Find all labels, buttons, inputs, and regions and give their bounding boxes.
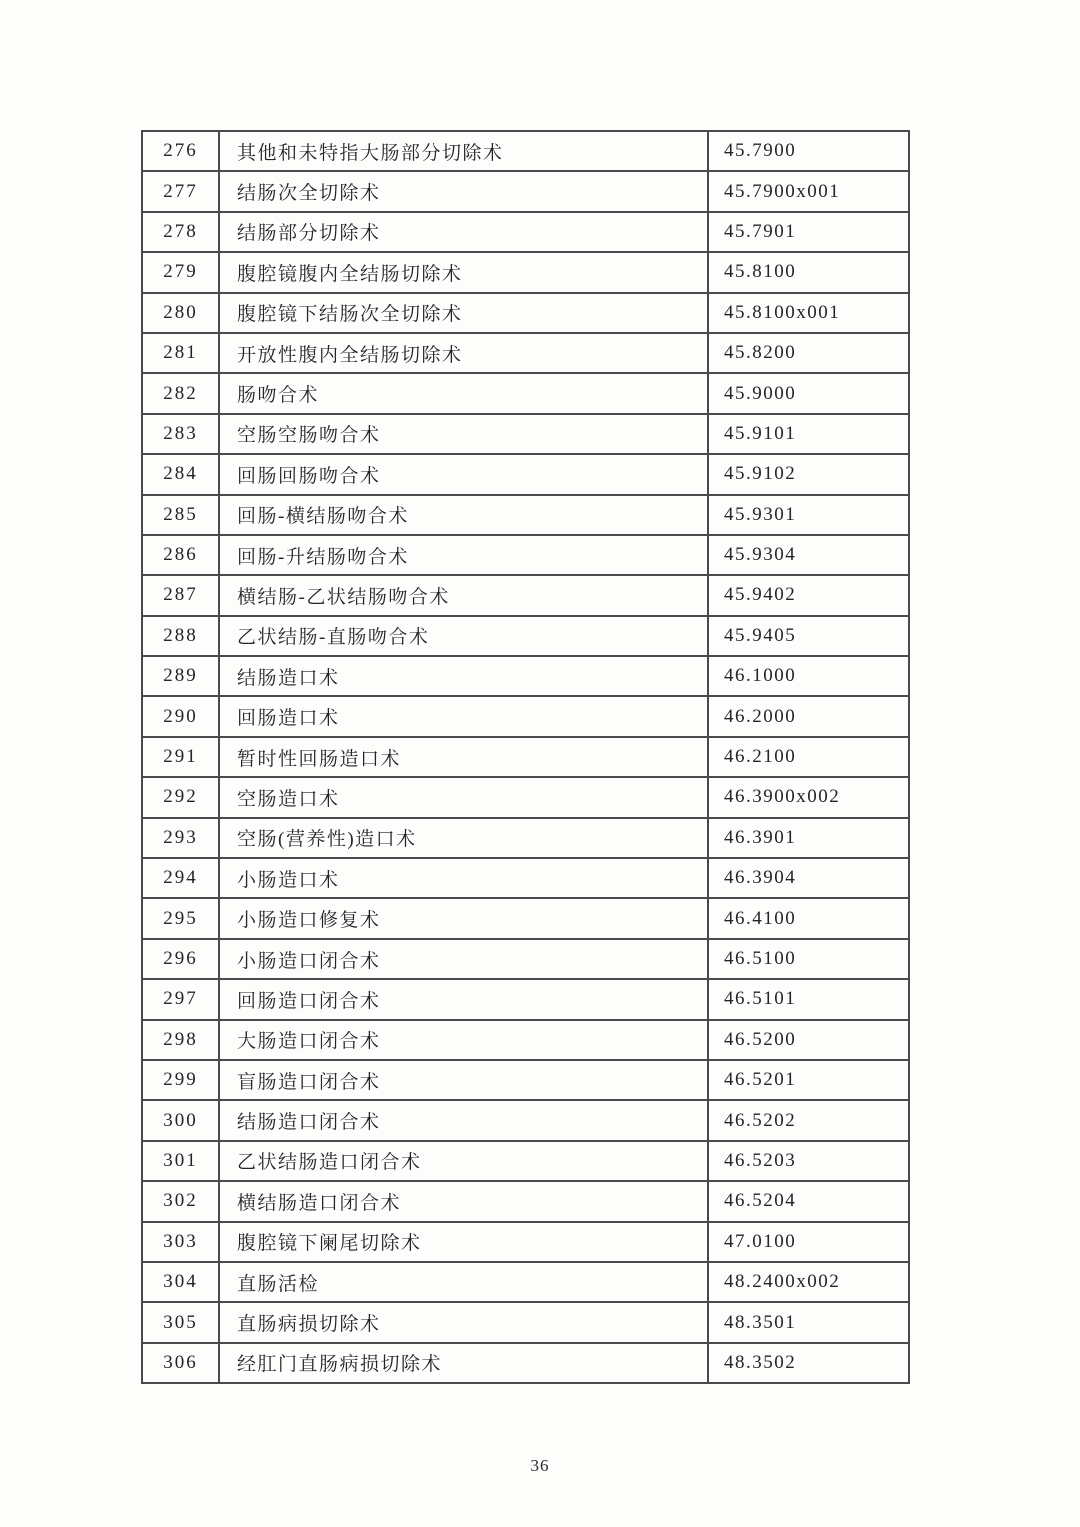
icd-code-cell: 45.7900 [708, 131, 909, 171]
procedure-name-cell: 开放性腹内全结肠切除术 [219, 333, 708, 373]
row-number-cell: 305 [142, 1302, 219, 1342]
row-number-cell: 293 [142, 818, 219, 858]
icd-code-cell: 45.8200 [708, 333, 909, 373]
procedure-table-body [142, 131, 909, 1383]
procedure-name-cell: 小肠造口修复术 [219, 898, 708, 938]
procedure-name-cell: 其他和未特指大肠部分切除术 [219, 131, 708, 171]
icd-code-cell: 46.5100 [708, 939, 909, 979]
procedure-name-cell: 结肠次全切除术 [219, 171, 708, 211]
table-row [142, 979, 909, 1019]
icd-code-cell: 46.3900x002 [708, 777, 909, 817]
icd-code-cell: 45.9405 [708, 616, 909, 656]
row-number-cell: 284 [142, 454, 219, 494]
procedure-name-cell: 经肛门直肠病损切除术 [219, 1343, 708, 1383]
row-number-cell: 297 [142, 979, 219, 1019]
row-number-cell: 287 [142, 575, 219, 615]
table-row [142, 818, 909, 858]
row-number-cell: 302 [142, 1181, 219, 1221]
row-number-cell: 288 [142, 616, 219, 656]
procedure-name-cell: 空肠造口术 [219, 777, 708, 817]
row-number-cell: 285 [142, 495, 219, 535]
icd-code-cell: 46.5200 [708, 1020, 909, 1060]
table-row [142, 333, 909, 373]
icd-code-cell: 46.5202 [708, 1100, 909, 1140]
table-row [142, 535, 909, 575]
procedure-name-cell: 直肠病损切除术 [219, 1302, 708, 1342]
procedure-name-cell: 小肠造口闭合术 [219, 939, 708, 979]
procedure-name-cell: 回肠-升结肠吻合术 [219, 535, 708, 575]
row-number-cell: 276 [142, 131, 219, 171]
row-number-cell: 300 [142, 1100, 219, 1140]
row-number-cell: 303 [142, 1222, 219, 1262]
table-row [142, 454, 909, 494]
row-number-cell: 280 [142, 293, 219, 333]
icd-code-cell: 45.8100x001 [708, 293, 909, 333]
table-row [142, 737, 909, 777]
procedure-name-cell: 乙状结肠造口闭合术 [219, 1141, 708, 1181]
row-number-cell: 279 [142, 252, 219, 292]
table-row [142, 1060, 909, 1100]
icd-code-cell: 46.5201 [708, 1060, 909, 1100]
table-row [142, 171, 909, 211]
procedure-code-table [141, 130, 910, 1384]
icd-code-cell: 46.5204 [708, 1181, 909, 1221]
table-row [142, 1222, 909, 1262]
table-row [142, 898, 909, 938]
row-number-cell: 298 [142, 1020, 219, 1060]
procedure-name-cell: 肠吻合术 [219, 373, 708, 413]
procedure-name-cell: 回肠-横结肠吻合术 [219, 495, 708, 535]
icd-code-cell: 45.7901 [708, 212, 909, 252]
procedure-name-cell: 腹腔镜下阑尾切除术 [219, 1222, 708, 1262]
table-row [142, 616, 909, 656]
icd-code-cell: 45.8100 [708, 252, 909, 292]
procedure-name-cell: 空肠空肠吻合术 [219, 414, 708, 454]
table-row [142, 252, 909, 292]
table-row [142, 373, 909, 413]
table-row [142, 212, 909, 252]
table-row [142, 696, 909, 736]
procedure-name-cell: 空肠(营养性)造口术 [219, 818, 708, 858]
table-row [142, 1181, 909, 1221]
procedure-name-cell: 横结肠-乙状结肠吻合术 [219, 575, 708, 615]
row-number-cell: 281 [142, 333, 219, 373]
table-row [142, 293, 909, 333]
row-number-cell: 301 [142, 1141, 219, 1181]
table-row [142, 777, 909, 817]
icd-code-cell: 46.1000 [708, 656, 909, 696]
icd-code-cell: 46.4100 [708, 898, 909, 938]
table-row [142, 131, 909, 171]
icd-code-cell: 45.9101 [708, 414, 909, 454]
row-number-cell: 282 [142, 373, 219, 413]
table-row [142, 575, 909, 615]
table-row [142, 656, 909, 696]
row-number-cell: 289 [142, 656, 219, 696]
procedure-name-cell: 大肠造口闭合术 [219, 1020, 708, 1060]
procedure-name-cell: 结肠造口术 [219, 656, 708, 696]
procedure-name-cell: 腹腔镜腹内全结肠切除术 [219, 252, 708, 292]
icd-code-cell: 45.7900x001 [708, 171, 909, 211]
icd-code-cell: 45.9402 [708, 575, 909, 615]
procedure-name-cell: 回肠回肠吻合术 [219, 454, 708, 494]
row-number-cell: 277 [142, 171, 219, 211]
icd-code-cell: 45.9102 [708, 454, 909, 494]
table-row [142, 1100, 909, 1140]
row-number-cell: 304 [142, 1262, 219, 1302]
row-number-cell: 290 [142, 696, 219, 736]
procedure-name-cell: 直肠活检 [219, 1262, 708, 1302]
row-number-cell: 292 [142, 777, 219, 817]
table-row [142, 1020, 909, 1060]
procedure-name-cell: 回肠造口术 [219, 696, 708, 736]
row-number-cell: 283 [142, 414, 219, 454]
table-row [142, 858, 909, 898]
icd-code-cell: 45.9304 [708, 535, 909, 575]
table-row [142, 1262, 909, 1302]
row-number-cell: 295 [142, 898, 219, 938]
table-row [142, 1302, 909, 1342]
table-row [142, 495, 909, 535]
row-number-cell: 286 [142, 535, 219, 575]
table-row [142, 1343, 909, 1383]
icd-code-cell: 46.3901 [708, 818, 909, 858]
procedure-name-cell: 乙状结肠-直肠吻合术 [219, 616, 708, 656]
icd-code-cell: 46.5203 [708, 1141, 909, 1181]
row-number-cell: 296 [142, 939, 219, 979]
icd-code-cell: 48.3501 [708, 1302, 909, 1342]
icd-code-cell: 45.9000 [708, 373, 909, 413]
icd-code-cell: 46.5101 [708, 979, 909, 1019]
row-number-cell: 278 [142, 212, 219, 252]
procedure-name-cell: 盲肠造口闭合术 [219, 1060, 708, 1100]
icd-code-cell: 46.2100 [708, 737, 909, 777]
page-number: 36 [530, 1456, 550, 1475]
procedure-name-cell: 横结肠造口闭合术 [219, 1181, 708, 1221]
row-number-cell: 299 [142, 1060, 219, 1100]
procedure-name-cell: 小肠造口术 [219, 858, 708, 898]
procedure-name-cell: 结肠造口闭合术 [219, 1100, 708, 1140]
icd-code-cell: 47.0100 [708, 1222, 909, 1262]
icd-code-cell: 45.9301 [708, 495, 909, 535]
row-number-cell: 306 [142, 1343, 219, 1383]
table-row [142, 414, 909, 454]
icd-code-cell: 48.3502 [708, 1343, 909, 1383]
procedure-name-cell: 回肠造口闭合术 [219, 979, 708, 1019]
icd-code-cell: 48.2400x002 [708, 1262, 909, 1302]
procedure-name-cell: 结肠部分切除术 [219, 212, 708, 252]
row-number-cell: 291 [142, 737, 219, 777]
procedure-name-cell: 腹腔镜下结肠次全切除术 [219, 293, 708, 333]
table-row [142, 939, 909, 979]
icd-code-cell: 46.3904 [708, 858, 909, 898]
icd-code-cell: 46.2000 [708, 696, 909, 736]
row-number-cell: 294 [142, 858, 219, 898]
table-row [142, 1141, 909, 1181]
procedure-name-cell: 暂时性回肠造口术 [219, 737, 708, 777]
